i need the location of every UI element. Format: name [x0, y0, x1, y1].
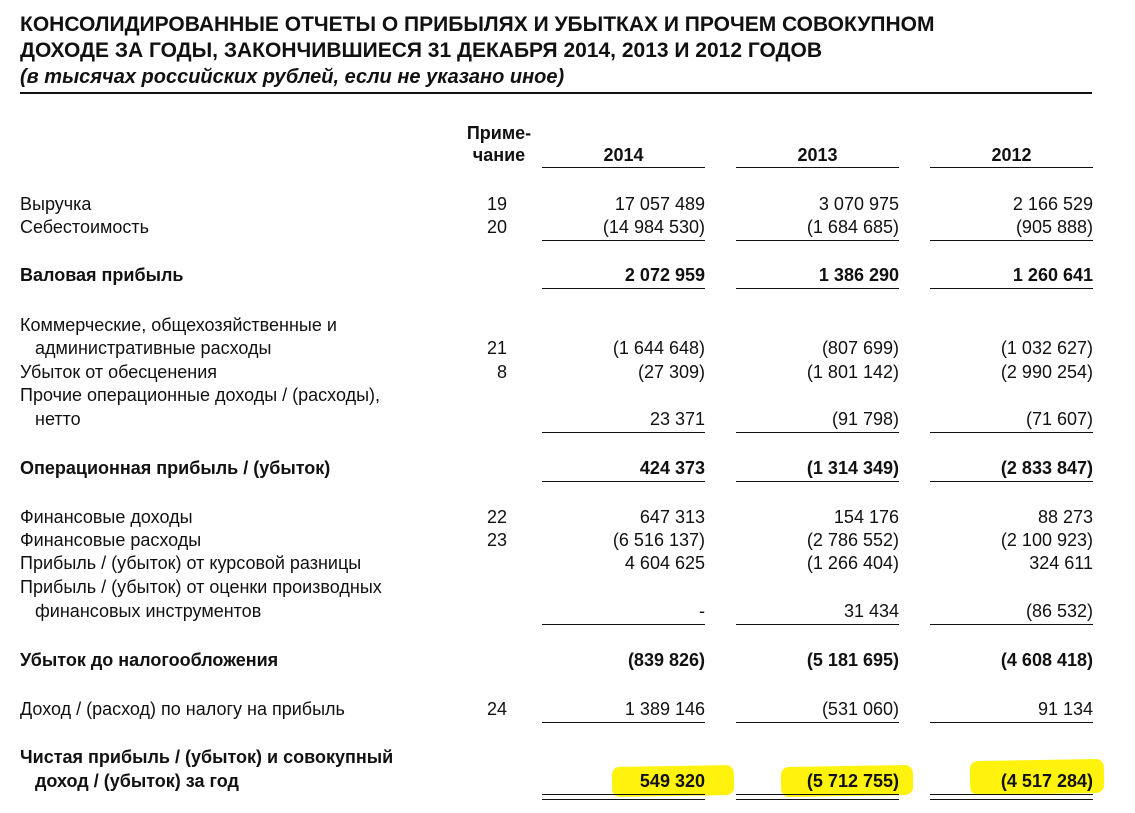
- note-fin-income: 22: [486, 507, 507, 527]
- value-cost-2012: (905 888): [1015, 217, 1093, 237]
- year-header-2012: 2012: [991, 145, 1032, 165]
- value-cost-2014: (14 984 530): [602, 217, 705, 237]
- total-double-rule: [930, 794, 1093, 800]
- statement-subtitle: (в тысячах российских рублей, если не указано иное): [20, 66, 565, 88]
- row-label-fin-expense: Финансовые расходы: [20, 530, 202, 550]
- row-label-derivatives-line-1: Прибыль / (убыток) от оценки производных: [20, 577, 382, 597]
- subtotal-rule: [736, 432, 899, 433]
- other-op-label-text: нетто: [35, 409, 81, 429]
- subtotal-rule: [930, 288, 1093, 289]
- subtotal-rule: [542, 240, 705, 241]
- value-fin-expense-2012: (2 100 923): [1000, 530, 1093, 550]
- value-derivatives-2013: 31 434: [843, 601, 899, 621]
- value-fin-income-2014: 647 313: [639, 507, 705, 527]
- total-double-rule: [542, 794, 705, 800]
- subtotal-rule: [542, 722, 705, 723]
- note-header-line-1: Приме-: [466, 123, 532, 143]
- value-sga-2014: (1 644 648): [612, 338, 705, 358]
- value-fx-2012: 324 611: [1029, 553, 1093, 573]
- value-fx-2013: (1 266 404): [806, 553, 899, 573]
- value-fin-income-2012: 88 273: [1037, 507, 1093, 527]
- row-label-operating: Операционная прибыль / (убыток): [20, 458, 331, 478]
- row-label-cost: Себестоимость: [20, 217, 150, 237]
- value-fin-expense-2014: (6 516 137): [612, 530, 705, 550]
- value-other-op-2014: 23 371: [649, 409, 705, 429]
- value-fin-income-2013: 154 176: [833, 507, 899, 527]
- value-pretax-2012: (4 608 418): [1000, 650, 1093, 670]
- value-derivatives-2014: -: [699, 601, 705, 621]
- note-fin-expense: 23: [486, 530, 507, 550]
- note-impairment: 8: [496, 362, 507, 382]
- year-header-2014: 2014: [603, 145, 644, 165]
- value-operating-2014: 424 373: [639, 458, 705, 478]
- subtotal-rule: [930, 240, 1093, 241]
- year-underline-2014: [542, 167, 705, 168]
- value-fin-expense-2013: (2 786 552): [806, 530, 899, 550]
- value-gross-2012: 1 260 641: [1012, 265, 1093, 285]
- subtotal-rule: [542, 288, 705, 289]
- row-label-impairment: Убыток от обесценения: [20, 362, 218, 382]
- subtotal-rule: [542, 481, 705, 482]
- value-impairment-2012: (2 990 254): [1000, 362, 1093, 382]
- subtotal-rule: [736, 240, 899, 241]
- note-header-line-2: чание: [472, 145, 526, 165]
- value-operating-2012: (2 833 847): [1000, 458, 1093, 478]
- row-label-other-op-line-1: Прочие операционные доходы / (расходы),: [20, 385, 381, 405]
- subtotal-rule: [542, 432, 705, 433]
- value-net-2012: (4 517 284): [1000, 771, 1093, 791]
- row-label-gross-profit: Валовая прибыль: [20, 265, 184, 285]
- value-revenue-2014: 17 057 489: [614, 194, 705, 214]
- value-fx-2014: 4 604 625: [624, 553, 705, 573]
- subtotal-rule: [930, 481, 1093, 482]
- value-impairment-2013: (1 801 142): [806, 362, 899, 382]
- subtotal-rule: [930, 624, 1093, 625]
- value-operating-2013: (1 314 349): [806, 458, 899, 478]
- title-line-1: КОНСОЛИДИРОВАННЫЕ ОТЧЕТЫ О ПРИБЫЛЯХ И УБЫТКАХ И ПРОЧЕМ СОВОКУПНОМ: [20, 13, 935, 36]
- value-tax-2012: 91 134: [1037, 699, 1093, 719]
- value-cost-2013: (1 684 685): [806, 217, 899, 237]
- note-sga: 21: [486, 338, 507, 358]
- row-label-fin-income: Финансовые доходы: [20, 507, 193, 527]
- net-label-text: доход / (убыток) за год: [35, 771, 239, 791]
- value-tax-2013: (531 060): [821, 699, 899, 719]
- derivatives-label-text: финансовых инструментов: [35, 601, 262, 621]
- value-net-2013: (5 712 755): [806, 771, 899, 791]
- statement-title: [20, 12, 934, 64]
- row-label-fx: Прибыль / (убыток) от курсовой разницы: [20, 553, 362, 573]
- value-tax-2014: 1 389 146: [624, 699, 705, 719]
- year-underline-2012: [930, 167, 1093, 168]
- row-label-derivatives-line-2: [20, 600, 261, 623]
- year-header-2013: 2013: [797, 145, 838, 165]
- row-label-tax: Доход / (расход) по налогу на прибыль: [20, 699, 345, 719]
- subtotal-rule: [542, 624, 705, 625]
- value-sga-2012: (1 032 627): [1000, 338, 1093, 358]
- subtotal-rule: [736, 288, 899, 289]
- value-impairment-2014: (27 309): [637, 362, 705, 382]
- note-cost: 20: [486, 217, 507, 237]
- row-label-net-line-2: [20, 770, 239, 793]
- subtotal-rule: [736, 722, 899, 723]
- value-gross-2014: 2 072 959: [624, 265, 705, 285]
- sga-label-text: административные расходы: [35, 338, 272, 358]
- title-line-2: ДОХОДЕ ЗА ГОДЫ, ЗАКОНЧИВШИЕСЯ 31 ДЕКАБРЯ 2014, 2013 И 2012 ГОДОВ: [20, 39, 823, 62]
- note-tax: 24: [486, 699, 507, 719]
- note-revenue: 19: [486, 194, 507, 214]
- value-revenue-2013: 3 070 975: [818, 194, 899, 214]
- value-sga-2013: (807 699): [821, 338, 899, 358]
- row-label-revenue: Выручка: [20, 194, 92, 214]
- row-label-other-op-line-2: [20, 408, 81, 431]
- subtotal-rule: [930, 432, 1093, 433]
- value-derivatives-2012: (86 532): [1025, 601, 1093, 621]
- subtotal-rule: [736, 624, 899, 625]
- row-label-sga-line-2: [20, 337, 271, 360]
- value-pretax-2014: (839 826): [627, 650, 705, 670]
- value-revenue-2012: 2 166 529: [1012, 194, 1093, 214]
- row-label-net-line-1: Чистая прибыль / (убыток) и совокупный: [20, 747, 394, 767]
- value-other-op-2012: (71 607): [1025, 409, 1093, 429]
- title-divider: [20, 92, 1092, 94]
- value-gross-2013: 1 386 290: [818, 265, 899, 285]
- value-net-2014: 549 320: [639, 771, 705, 791]
- value-other-op-2013: (91 798): [831, 409, 899, 429]
- subtotal-rule: [736, 481, 899, 482]
- subtotal-rule: [930, 722, 1093, 723]
- year-underline-2013: [736, 167, 899, 168]
- row-label-sga-line-1: Коммерческие, общехозяйственные и: [20, 315, 337, 335]
- total-double-rule: [736, 794, 899, 800]
- row-label-pretax: Убыток до налогообложения: [20, 650, 279, 670]
- value-pretax-2013: (5 181 695): [806, 650, 899, 670]
